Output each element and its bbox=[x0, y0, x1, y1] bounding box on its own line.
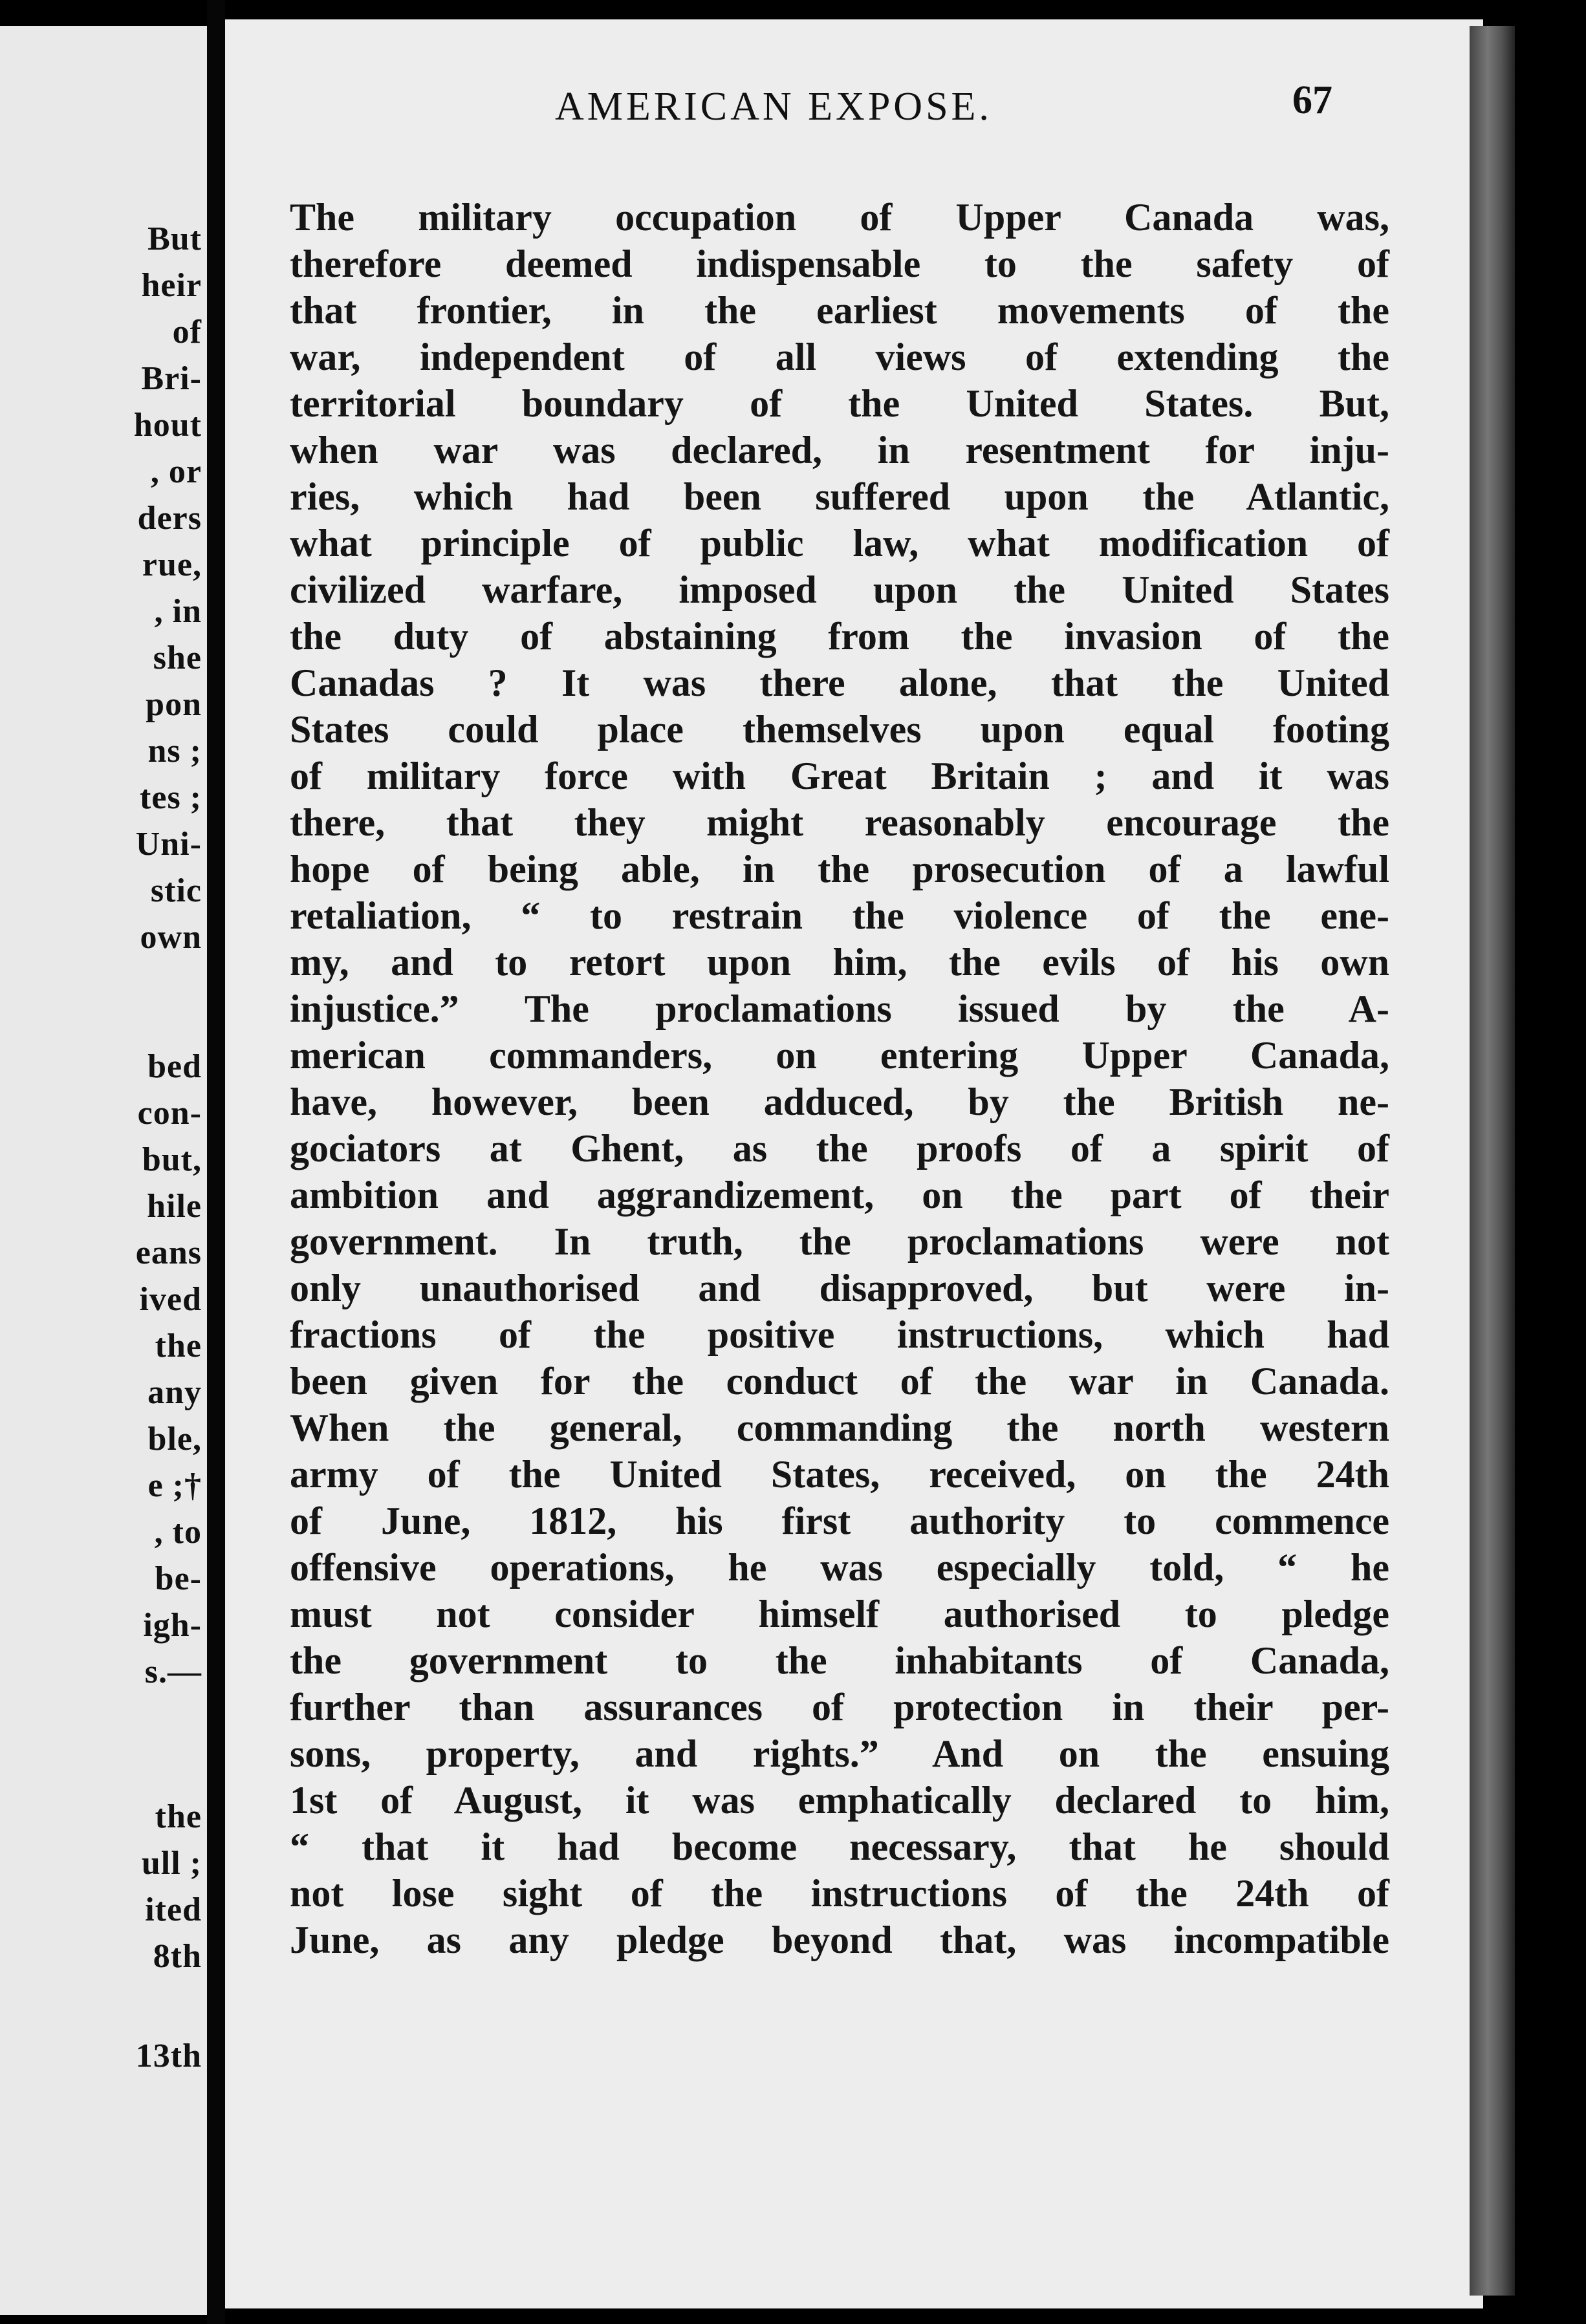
text-line: of military force with Great Britain ; and it was bbox=[290, 755, 1389, 797]
left-fragment: But bbox=[147, 221, 202, 257]
left-fragment: e ;† bbox=[147, 1467, 202, 1504]
text-line: war, independent of all views of extending the bbox=[290, 336, 1389, 378]
text-line: merican commanders, on entering Upper Canada, bbox=[290, 1034, 1389, 1077]
page-number: 67 bbox=[1292, 78, 1332, 122]
left-fragment: igh- bbox=[143, 1607, 202, 1644]
text-line: 1st of August, it was emphatically declared to him, bbox=[290, 1779, 1389, 1822]
text-line: further than assurances of protection in their per- bbox=[290, 1686, 1389, 1728]
text-line: the government to the inhabitants of Canada, bbox=[290, 1639, 1389, 1682]
left-fragment: eans bbox=[135, 1234, 202, 1271]
left-fragment: , or bbox=[150, 453, 202, 490]
left-fragment: ders bbox=[137, 500, 202, 537]
text-line: government. In truth, the proclamations were not bbox=[290, 1220, 1389, 1263]
left-fragment: any bbox=[147, 1374, 202, 1411]
text-line: When the general, commanding the north western bbox=[290, 1406, 1389, 1449]
left-fragment: hout bbox=[133, 407, 202, 444]
text-line: sons, property, and rights.” And on the ensuing bbox=[290, 1732, 1389, 1775]
previous-page-fragment bbox=[0, 26, 207, 2315]
text-line: States could place themselves upon equal footing bbox=[290, 708, 1389, 751]
text-line: therefore deemed indispensable to the safety of bbox=[290, 242, 1389, 285]
left-fragment: Bri- bbox=[141, 360, 202, 397]
left-fragment: ived bbox=[139, 1281, 202, 1318]
text-line: “ that it had become necessary, that he should bbox=[290, 1825, 1389, 1868]
text-line: when war was declared, in resentment for inju- bbox=[290, 429, 1389, 471]
text-line: what principle of public law, what modification of bbox=[290, 522, 1389, 565]
text-line: Canadas ? It was there alone, that the United bbox=[290, 662, 1389, 704]
left-fragment: the bbox=[155, 1328, 202, 1364]
text-line: territorial boundary of the United States. But, bbox=[290, 382, 1389, 425]
text-line: injustice.” The proclamations issued by the A- bbox=[290, 987, 1389, 1030]
left-fragment: 8th bbox=[153, 1938, 202, 1975]
text-line: that frontier, in the earliest movements of the bbox=[290, 289, 1389, 332]
left-fragment: , to bbox=[154, 1514, 202, 1551]
text-line: have, however, been adduced, by the British ne- bbox=[290, 1081, 1389, 1123]
scan-background bbox=[1515, 0, 1586, 2324]
left-fragment: s.— bbox=[144, 1653, 202, 1690]
text-line: the duty of abstaining from the invasion of the bbox=[290, 615, 1389, 658]
left-fragment: , in bbox=[154, 593, 202, 630]
left-fragment: con- bbox=[137, 1095, 202, 1132]
book-spine-gutter bbox=[207, 0, 225, 2324]
text-line: The military occupation of Upper Canada was, bbox=[290, 196, 1389, 239]
left-fragment: she bbox=[153, 640, 202, 676]
left-fragment: ns ; bbox=[147, 733, 202, 769]
left-fragment: 13th bbox=[135, 2038, 202, 2074]
left-fragment: tes ; bbox=[140, 779, 202, 816]
text-line: fractions of the positive instructions, which had bbox=[290, 1313, 1389, 1356]
left-fragment: be- bbox=[155, 1560, 202, 1597]
running-head: AMERICAN EXPOSE. bbox=[555, 85, 992, 129]
left-fragment: hile bbox=[147, 1188, 202, 1225]
left-fragment: the bbox=[155, 1798, 202, 1835]
text-line: ambition and aggrandizement, on the part of their bbox=[290, 1174, 1389, 1216]
left-fragment: heir bbox=[141, 267, 202, 304]
text-line: hope of being able, in the prosecution of a lawful bbox=[290, 848, 1389, 890]
left-fragment: Uni- bbox=[135, 826, 202, 863]
left-fragment: own bbox=[140, 919, 202, 956]
text-line: gociators at Ghent, as the proofs of a spirit of bbox=[290, 1127, 1389, 1170]
text-line: retaliation, “ to restrain the violence of the ene- bbox=[290, 894, 1389, 937]
text-line: must not consider himself authorised to pledge bbox=[290, 1593, 1389, 1635]
text-line: of June, 1812, his first authority to commence bbox=[290, 1500, 1389, 1542]
text-line: not lose sight of the instructions of the 24th of bbox=[290, 1872, 1389, 1915]
left-fragment: ull ; bbox=[141, 1845, 202, 1882]
text-line: there, that they might reasonably encourage the bbox=[290, 801, 1389, 844]
current-page bbox=[225, 19, 1483, 2308]
left-fragment: ble, bbox=[147, 1421, 202, 1458]
page-block-edge bbox=[1470, 26, 1515, 2296]
text-line: only unauthorised and disapproved, but were in- bbox=[290, 1267, 1389, 1309]
left-fragment: ited bbox=[145, 1891, 202, 1928]
left-fragment: stic bbox=[150, 872, 202, 909]
left-fragment: pon bbox=[146, 686, 202, 723]
left-fragment: of bbox=[172, 314, 202, 350]
text-line: been given for the conduct of the war in Canada. bbox=[290, 1360, 1389, 1403]
text-line: civilized warfare, imposed upon the United States bbox=[290, 568, 1389, 611]
text-line: army of the United States, received, on the 24th bbox=[290, 1453, 1389, 1496]
left-fragment: but, bbox=[142, 1141, 202, 1178]
text-line: ries, which had been suffered upon the Atlantic, bbox=[290, 475, 1389, 518]
text-line: my, and to retort upon him, the evils of his own bbox=[290, 941, 1389, 984]
text-line: offensive operations, he was especially told, “ he bbox=[290, 1546, 1389, 1589]
left-fragment: bed bbox=[147, 1048, 202, 1085]
text-line: June, as any pledge beyond that, was incompatible bbox=[290, 1919, 1389, 1961]
left-fragment: rue, bbox=[142, 546, 202, 583]
